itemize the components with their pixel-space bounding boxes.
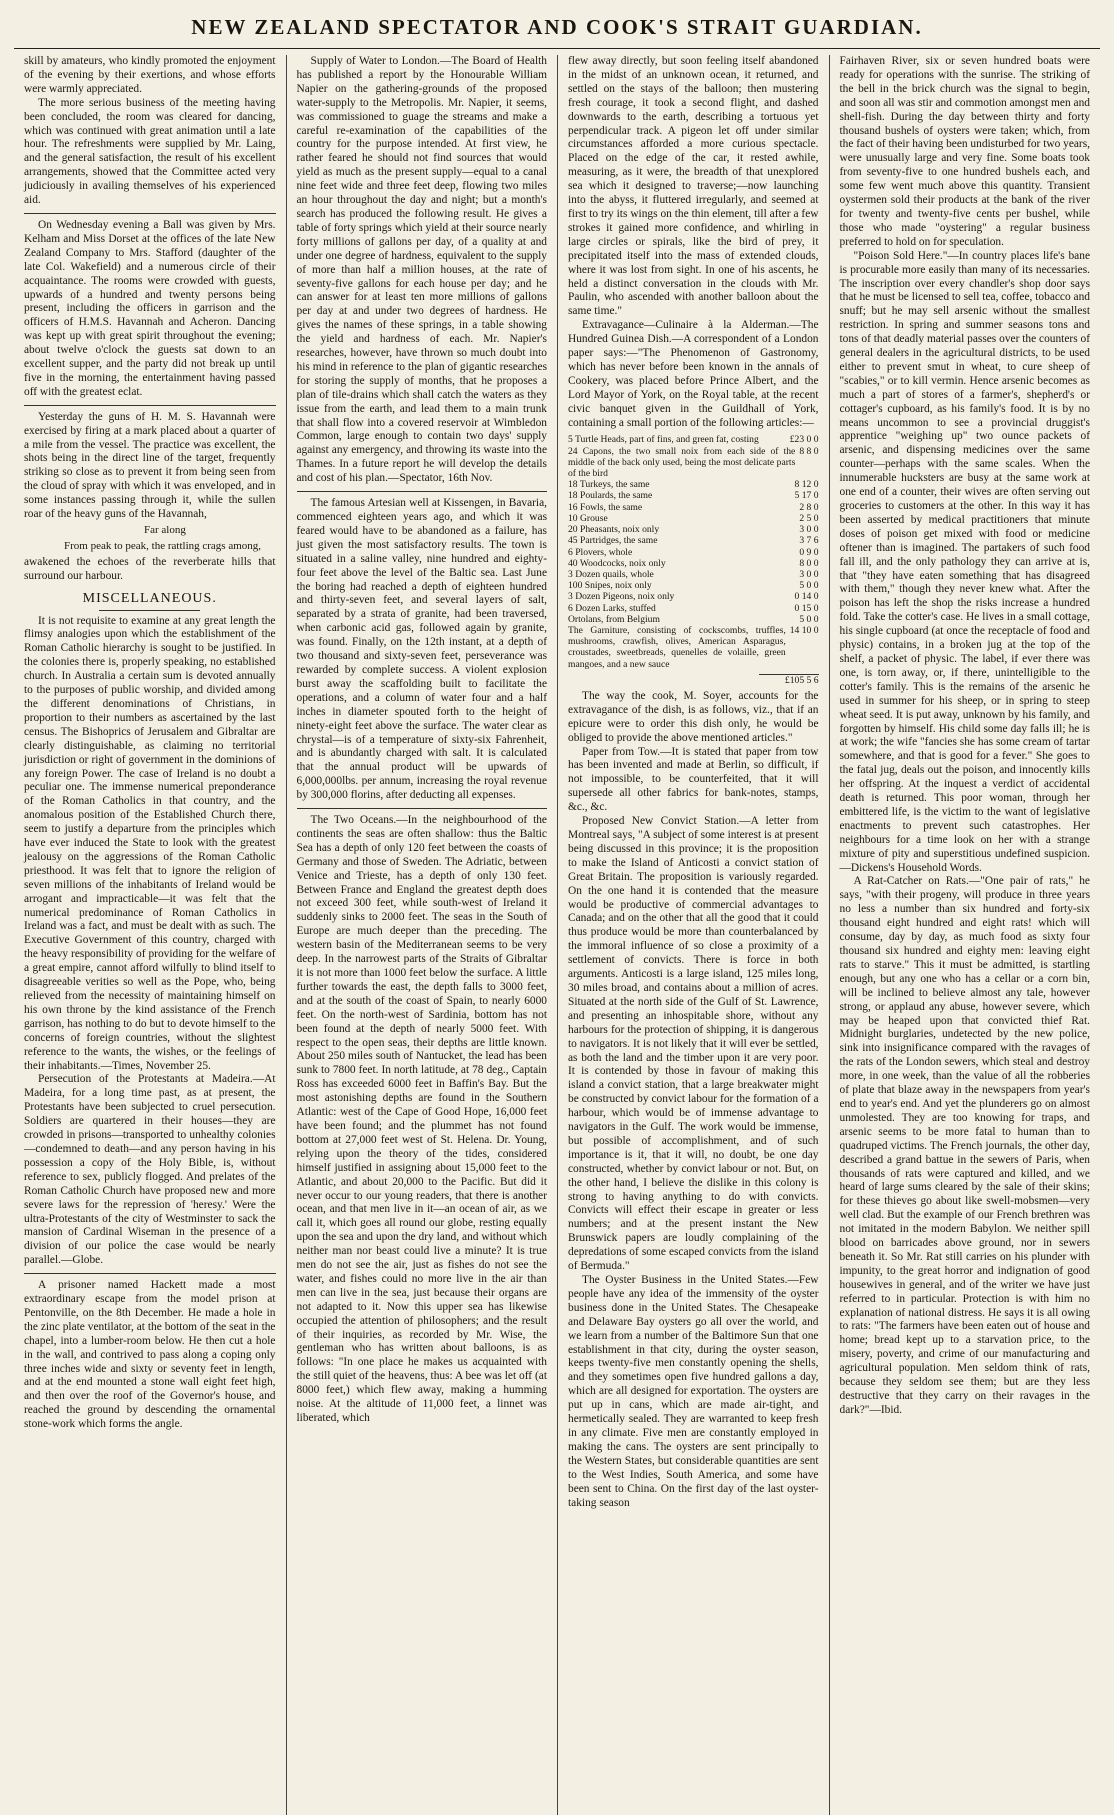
divider [99, 610, 200, 611]
bill-item: Ortolans, from Belgium [568, 613, 660, 625]
bill-amount: 2 8 0 [799, 501, 819, 513]
column-4 [829, 55, 1101, 1815]
article-paragraph: Supply of Water to London.—The Board of Health has published a report by the Honourable William Napier on the gathering-grounds of the proposed water-supply to the Metropolis. Mr. Napier, it seems, was commissioned to guage the streams and make a careful re-examination of the capabilities of the country for the purpose intended. At first view, he rather feared he should not find sources that would yield as much as the present supply—equal to a canal nine feet wide and three feet deep, flowing two miles an hour throughout the day and night; but a month's search has produced the following result. He gives a table of forty springs which yield at their source nearly forty millions of gallons per day, of a quality at and under one degree of hardness, equivalent to the supply of more than half a million houses, at the rate of seventy-five gallons for each house per day; and he can answer for at least ten more millions of gallons per day at and under two degrees of hardness. He gives the names of these springs, in a table showing the yield and hardness of each. Mr. Napier's researches, however, have thrown so much doubt into his mind in reference to the plan of gigantic researches for storing the supply of months, that he proposes a plan of tile-drains which shall catch the waters as they issue from the earth, and lead them to a main trunk that shall flow into a covered reservoir at Wimbledon Common, large enough to contain two days' supply against any emergency, and throwing its waste into the Thames. In a future report he will develop the details and cost of his plan.—Spectator, 16th Nov. [296, 55, 547, 485]
bill-item: 6 Plovers, whole [568, 546, 633, 558]
article-paragraph: On Wednesday evening a Ball was given by Mrs. Kelham and Miss Dorset at the offices of the late New Zealand Company to Mrs. Stafford (daughter of the late Col. Wakefield) and a numerous circle of their acquaintance. The rooms were crowded with guests, upwards of a hundred and twenty persons being present, including the officers in garrison and the officers of H.M.S. Havannah and Acheron. Dancing was kept up with great spirit throughout the evening; about twelve o'clock the guests sat down to an excellent supper, and the party did not break up until five in the morning, the entertainment having passed off with the greatest eclat. [24, 218, 276, 398]
column-3 [557, 55, 829, 1815]
bill-row [568, 513, 819, 524]
divider [297, 491, 548, 492]
bill-amount: 5 0 0 [799, 580, 819, 592]
article-paragraph: Extravagance—Culinaire à la Alderman.—The Hundred Guinea Dish.—A correspondent of a London paper says:—"The Phenomenon of Gastronomy, which has never before been known in the annals of Cookery, was placed before Prince Albert, and the Lord Mayor of York, on the Royal table, at the recent civic banquet given in the Guildhall of York, containing a small portion of the following articles:— [568, 319, 819, 429]
article-paragraph: The famous Artesian well at Kissengen, in Bavaria, commenced eighteen years ago, and which it was feared would have to be abandoned as a failure, has just given the most satisfactory results. The town is situated in a saline valley, nine hundred and eighty-four feet above the level of the Baltic sea. Last June the boring had reached a depth of eighteen hundred and thirty-seven feet, and several layers of salt, separated by a strata of granite, had been traversed, when carbonic acid gas, followed again by granite, was found. Finally, on the 12th instant, at a depth of two thousand and sixty-seven feet, perseverance was rewarded by complete success. A violent explosion burst away the scaffolding built to facilitate the operations, and a column of water four and a half inches in diameter spouted forth to the height of ninety-eight feet above the surface. The water clear as chrystal—is of a temperature of sixty-six Fahrenheit, and is abundantly charged with salt. It is calculated that the annual product will be upwards of 6,000,000lbs. per annum, increasing the royal revenue by 300,000 florins, after deducting all expenses. [296, 497, 547, 802]
divider [24, 213, 276, 214]
bill-row [568, 524, 819, 535]
bill-row [568, 434, 819, 445]
masthead: NEW ZEALAND SPECTATOR AND COOK'S STRAIT GUARDIAN. [14, 14, 1100, 49]
bill-item: 5 Turtle Heads, part of fins, and green fat, costing [568, 434, 759, 446]
bill-row [568, 569, 819, 580]
article-paragraph: A Rat-Catcher on Rats.—"One pair of rats," he says, "with their progeny, will produce in three years no less a number than six hundred and forty-six thousand eight hundred and eight rats! which will consume, day by day, as much food as sixty four thousand six hundred and eighty men: leaving eight rats to starve." This it must be admitted, is startling enough, but any one who has a cellar or a corn bin, will be inclined to believe almost any tale, however strong, or applaud any abuse, however severe, which may be heaped upon that convicted thief Rat. Midnight burglaries, undetected by the new police, sink into insignificance compared with the ravages of the rats of the London sewers, which steal and destroy more, in one week, than the value of all the robberies of plate that blaze away in the newspapers from year's end to year's end. And yet the plunderers go on almost unmolested. They are too knowing for traps, and arsenic seems to be more fatal to human than to quadruped victims. The French journals, the other day, described a grand battue in the sewers of Paris, when thousands of rats were captured and killed, and we heard of large sums cleared by the sale of their skins; for these thieves go about like swell-mobsmen—very well clad. But the example of our French brethren was not imitated in the modern Babylon. We neither spill blood on barricades above ground, nor in sewers beneath it. So Mr. Rat still carries on his plunder with impunity, to the great horror and indignation of good housewives in general, and of the writer we have just referred to in particular. Protection is with him no explanation of national distress. He says it is all owing to rats: "The farmers have been eaten out of house and home; bread kept up to a starvation price, to the misery, poverty, and crime of our manufacturing and agricultural population. Men seldom think of rats, because they seldom see them; but are they less destructive that they carry on their ravages in the dark?"—Ibid. [839, 875, 1090, 1416]
bill-amount: 2 5 0 [799, 512, 819, 524]
article-paragraph: Fairhaven River, six or seven hundred boats were ready for operations with the sunrise. The striking of the bell in the brick church was the signal to begin, and soon all was stir and commotion amongst men and shell-fish. During the day between thirty and forty thousand bushels of oysters were taken; which, from the fact of their having been undisturbed for two years, were unusually large and very fine. Some boats took from seventy-five to one hundred bushels each, and some few went much above this quantity. Transient oystermen sold their products at the bank of the river for twenty and twenty-five cents per bushel, while those who made "oystering" a regular business preferred to hold on for speculation. [839, 55, 1091, 248]
bill-row [568, 580, 819, 591]
bill-row [568, 490, 819, 501]
bill-item: 24 Capons, the two small noix from each side of the middle of the back only used, being the most delicate parts of the bird [568, 445, 796, 480]
bill-amount: 5 17 0 [794, 490, 819, 502]
bill-amount: £23 0 0 [789, 434, 819, 446]
bill-row [568, 625, 819, 670]
article-paragraph: Persecution of the Protestants at Madeira.—At Madeira, for a long time past, as at present, the Protestants have been subjected to cruel persecution. Soldiers are quartered in their houses—they are crowded in prisons—transported to unhealthy colonies—condemned to death—and any person having in his possession a copy of the Holy Bible, is, without reference to sex, publicly flogged. And prelates of the Roman Catholic Church have proposed new and more severe laws for the repression of 'heresy.' Were the ultra-Protestants of the city of Westminster to sack the mansion of Cardinal Wiseman in the presence of a division of our police the case would be nearly parallel.—Globe. [24, 1073, 276, 1267]
bill-item: 18 Turkeys, the same [568, 479, 650, 491]
bill-item: 18 Poulards, the same [568, 490, 653, 502]
article-paragraph: "Poison Sold Here."—In country places life's bane is procurable more easily than many of its necessaries. The inscription over every chandler's shop door says that he must be licensed to sell tea, coffee, tobacco and snuff; but he may sell arsenic without the smallest restriction. In spring and summer seasons tons and tons of that deadly material passes over the counters of general dealers in the agricultural districts, to be used either to prevent smut in wheat, to cure sheep of "scabies," or to kill vermin. Hence arsenic becomes as much a part of stores of a farmer's, shepherd's or cottager's cupboard, as his family's food. It is by no means uncommon to see a provincial druggist's apprentice "weighing up" two ounce packets of arsenic, and dispensing medicines over the same counter—perhaps with the same scales. When the innumerable hucksters are busy at the same work at one end of a counter, their wives are often serving out groceries to customers at the other. In this way it has been asserted by medical practitioners that minute doses of poison get mixed with food or medicine oftener than is imagined. The partakers of such food fall ill, and the only pathology they can arrive at is, that "they have eaten something that has disagreed with them," though they never knew what. After the poison has left the shop the risks increase a hundred fold. Take the cotter's case. He lives in a small cottage, his single cupboard (at once the receptacle of food and physic) contains, in a broken jug at the top of the shelf, a packet of physic. The label, if ever there was one, is torn away, or, if there, unintelligible to the cotter's family. This is the remains of the arsenic he used in summer for his sheep, or in spring to steep wheat seed. It is put away, unknown by his family, and forgotten by himself. His child some day falls ill; he is at work; the wife "fancies she has some cream of tartar somewhere, and that is good for a fever." She goes to the fatal jug, deals out the poison, and innocently kills her offspring. At the inquest a verdict of accidental death is returned. This poor woman, through her embittered life, is the victim to the want of legislative enactments to prevent such catastrophes. Her neighbours for a time look on her with a strange mixture of pity and superstitious undefined suspicion.—Dickens's Household Words. [839, 249, 1090, 874]
bill-amount: 14 10 0 [789, 624, 819, 636]
bill-total-row [568, 674, 819, 686]
article-paragraph: The way the cook, M. Soyer, accounts for the extravagance of the dish, is as follows, viz., that if an epicure were to order this dish only, he would be obliged to provide the above mentioned articles." [568, 689, 819, 744]
bill-item: 45 Partridges, the same [568, 535, 658, 547]
article-paragraph: flew away directly, but soon feeling itself abandoned in the midst of an unknown ocean, it returned, and settled on the stays of the balloon; then mustering fresh courage, it took a second flight, and dashed downwards to the earth, describing a tortuous yet perpendicular track. A pigeon let off under similar circumstances afforded a more curious spectacle. Placed on the edge of the car, it rested awhile, measuring, as it were, the breadth of that unexplored sea which it designed to traverse;—now launching into the abyss, it fluttered irregularly, and seemed at first to try its wings on the thin element, till after a few strokes it gained more confidence, and whirling in large circles or spirals, like the bird of prey, it precipitated itself into the mass of extended clouds, where it was lost from sight. In one of his ascents, he held a distinct conversation in the clouds with Mr. Paulin, who ascended with another balloon about the same time." [568, 55, 819, 318]
bill-row [568, 479, 819, 490]
verse-line: From peak to peak, the rattling crags among, [64, 539, 262, 552]
bill-amount: 5 0 0 [799, 613, 819, 625]
column-2 [286, 55, 558, 1815]
article-paragraph: skill by amateurs, who kindly promoted the enjoyment of the evening by their exertions, and whose efforts were warmly appreciated. [24, 55, 276, 95]
article-paragraph: It is not requisite to examine at any great length the flimsy analogies upon which the establishment of the Roman Catholic hierarchy is sought to be justified. In the colonies there is, properly speaking, no established church. In Australia a certain sum is devoted annually to the purposes of public worship, and divided among the different denominations of Christians, in proportion to their numbers as ascertained by the last census. The Bishoprics of Jerusalem and Gibraltar are clearly distinguishable, as claiming no territorial jurisdiction or right of government in the dominions of any foreign Power. The case of Ireland is no doubt a peculiar one. The immense numerical preponderance of the Roman Catholics in that country, and the anomalous position of the Established Church there, seem to justify a departure from the principles which have ever induced the State to look with the greatest jealousy on the aggressions of the Roman Catholic priesthood. It was felt that to ignore the religion of seven millions of the inhabitants of Ireland would be arrogant and impracticable—it was felt that the numerical predominance of Roman Catholics in Ireland was a fact, and must be dealt with as such. The Executive Government of this country, charged with the heavy responsibility of providing for the welfare of a great empire, cannot afford wilfully to blind itself to disagreeable verities so well as the Pope, who, being relieved from the necessity of maintaining himself on his own throne by the kind assistance of the French garrison, has nothing to do but to devote himself to the concerns of foreign countries, without the slightest reference to the wants, the wishes, or the feelings of their inhabitants.—Times, November 25. [24, 614, 276, 1072]
bill-item: 20 Pheasants, noix only [568, 524, 660, 536]
bill-item: 3 Dozen Pigeons, noix only [568, 591, 675, 603]
bill-amount: 3 7 6 [799, 535, 819, 547]
bill-item: 100 Snipes, noix only [568, 580, 652, 592]
bill-row [568, 591, 819, 602]
bill-of-fare-table [568, 434, 819, 669]
bill-row [568, 603, 819, 614]
bill-amount: 0 15 0 [794, 602, 819, 614]
bill-amount: 8 8 0 [799, 445, 819, 457]
bill-row [568, 446, 819, 480]
section-heading: MISCELLANEOUS. [82, 590, 217, 606]
column-1 [14, 55, 286, 1815]
article-paragraph: Yesterday the guns of H. M. S. Havannah were exercised by firing at a mark placed about a quarter of a mile from the vessel. The practice was excellent, the shots being in the direct line of the target, frequently striking so close as to prevent it from being seen from the cloud of spray with which it was enveloped, and in some instances passing through it, while the sullen roar of the heavy guns of the Havannah, [24, 410, 276, 521]
verse-line: Far along [144, 524, 186, 536]
bill-row [568, 535, 819, 546]
bill-item: 3 Dozen quails, whole [568, 568, 654, 580]
article-paragraph: awakened the echoes of the reverberate hills that surround our harbour. [24, 555, 276, 582]
bill-item: 16 Fowls, the same [568, 501, 643, 513]
bill-item: 6 Dozen Larks, stuffed [568, 602, 656, 614]
article-paragraph: The Two Oceans.—In the neighbourhood of the continents the seas are often shallow: thus the Baltic Sea has a depth of only 120 feet between the coasts of Germany and those of Sweden. The Adriatic, between Venice and Trieste, has a depth of only 130 feet. Between France and England the greatest depth does not exceed 300 feet, while south-west of Ireland it suddenly sinks to 2000 feet. The seas in the South of Europe are much deeper than the preceding. The western basin of the Mediterranean seems to be very deep. In the narrowest parts of the Straits of Gibraltar it is not more than 1000 feet below the surface. A little further towards the east, the depth falls to 3000 feet, and at the south of the coast of Spain, to nearly 6000 feet. On the north-west of Sardinia, bottom has not been found at the depth of nearly 5000 feet. With respect to the open seas, their depths are little known. About 250 miles south of Nantucket, the lead has been sunk to 7800 feet. In north latitude, at 78 deg., Captain Ross has exceeded 6000 feet in Baffin's Bay. But the most astonishing depths are found in the Southern Atlantic: west of the Cape of Good Hope, 16,000 feet have been found; and the plummet has not found bottom at 27,000 feet west of St. Helena. Dr. Young, relying upon the theory of the tides, considered himself justified in assigning about 15,000 feet to the Atlantic, and about 20,000 to the Pacific. But did it never occur to our young readers, that there is another ocean, and that men live in it—an ocean of air, as we call it, which goes all round our globe, resting equally upon the sea and upon the dry land, and without which neither man nor beast could live a minute? It is true men do not see the air, just as fishes do not see the water, and fishes could no more live in the air than men can live in the sea, just because their organs are not adapted to it. Now this upper sea has likewise occupied the attention of philosophers; and the result of their inquiries, as recorded by Mr. Wise, the gentleman who has written about balloons, is as follows: "In one place he makes us acquainted with the still quiet of the heavens, thus: A bee was let off (at 8000 feet,) which flew away, making a humming noise. At the altitude of 11,000 feet, a linnet was liberated, which [296, 814, 547, 1424]
article-paragraph: The more serious business of the meeting having been concluded, the room was cleared for dancing, which was continued with great animation until a late hour. The refreshments were supplied by Mr. Laing, and the general satisfaction, the result of his excellent arrangements, showed that the Committee acted very judiciously in availing themselves of his experienced aid. [24, 96, 276, 207]
bill-amount: 0 9 0 [799, 546, 819, 558]
bill-row [568, 614, 819, 625]
bill-amount: 8 12 0 [794, 479, 819, 491]
bill-amount: 3 0 0 [799, 568, 819, 580]
article-paragraph: Proposed New Convict Station.—A letter from Montreal says, "A subject of some interest is at present being discussed in this province; it is the proposition to make the Island of Anticosti a convict station of Great Britain. The proposition is variously regarded. On the one hand it is contended that the measure would be productive of commercial advantages to Canada; and on the other that all the good that it could thus produce would be more than counterbalanced by the immoral influence of so close a proximity of a settlement of convicts. There is force in both arguments. Anticosti is a large island, 125 miles long, 30 miles broad, and contains about a million of acres. Situated at the north side of the Gulf of St. Lawrence, and presenting an inhospitable shore, without any harbours for the protection of shipping, it is dangerous to navigators. It is not likely that it will ever be settled, as both the land and the timber upon it are very poor. It is contended by those in favour of making this island a convict station, that a large breakwater might be constructed by convict labour for the formation of a harbour, which would be of immense advantage to navigators in the Gulf. The work would be immense, but possible of accomplishment, and of such importance is it, that it will, no doubt, be one day constructed, whether by convict labour or not. But, on the other hand, I believe the dislike in this colony is strong to having anything to do with convicts. Convicts will effect their escape in greater or less numbers; and at the present instant the New Brunswick papers are loudly complaining of the depredations of some escaped convicts from the island of Bermuda." [568, 815, 819, 1273]
bill-item: The Garniture, consisting of cockscombs, truffles, mushrooms, crawfish, olives, American Asparagus, croustades, sweetbreads, quenelles de volaille, green mangoes, and a new sauce [568, 624, 786, 670]
bill-amount: 3 0 0 [799, 524, 819, 536]
article-paragraph: The Oyster Business in the United States.—Few people have any idea of the immensity of the oyster business done in the United States. The Chesapeake and Delaware Bay oysters go all over the world, and we learn from a number of the Baltimore Sun that one establishment in that city, during the oyster season, keeps twenty-five men constantly opening the shells, and they sometimes open five hundred gallons a day, which are all designed for exportation. The oysters are put up in cans, which are made air-tight, and hermetically sealed. They are warranted to keep fresh in any climate. Five men are constantly employed in making the cans. The oysters are sent principally to the Western States, but considerable quantities are sent to the West Indies, South America, and some have been sent to China. On the first day of the last oyster-taking season [568, 1274, 819, 1509]
bill-row [568, 547, 819, 558]
bill-item: 40 Woodcocks, noix only [568, 557, 666, 569]
bill-amount: 8 0 0 [799, 557, 819, 569]
article-paragraph: Paper from Tow.—It is stated that paper from tow has been invented and made at Berlin, so difficult, if not impossible, to be counterfeited, that it will supersede all other fabrics for bank-notes, stamps, &c., &c. [568, 745, 819, 814]
columns [14, 55, 1100, 1815]
bill-amount: 0 14 0 [794, 591, 819, 603]
bill-item: 10 Grouse [568, 512, 608, 524]
article-paragraph: A prisoner named Hackett made a most extraordinary escape from the model prison at Pentonville, on the 8th December. He made a hole in the zinc plate ventilator, at the bottom of the seat in the chapel, into a lumber-room below. He then cut a hole in the wall, and contrived to pass along a coping only three inches wide and sixty or seventy feet in length, and at the end mounted a stone wall eight feet high, and then over the roof of the Governor's house, and reached the ground by descending the ornamental stone-work which forms the angle. [24, 1279, 276, 1431]
bill-row [568, 558, 819, 569]
divider [297, 808, 548, 809]
divider [24, 1273, 276, 1274]
divider [24, 405, 276, 406]
bill-total: £105 5 6 [759, 674, 819, 686]
bill-row [568, 502, 819, 513]
